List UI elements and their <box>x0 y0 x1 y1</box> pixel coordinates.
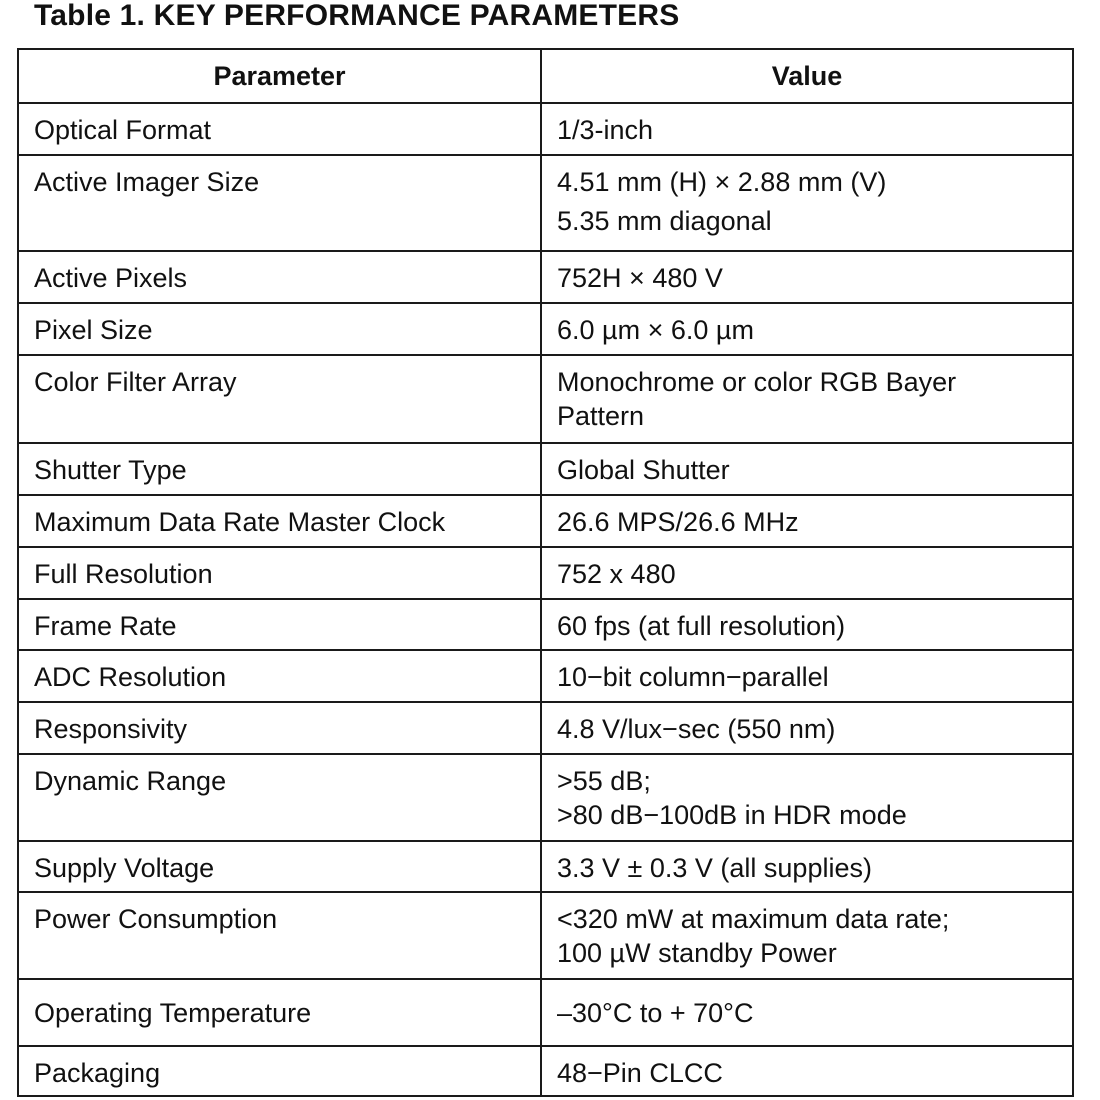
column-header-value: Value <box>541 49 1073 103</box>
parameter-name: Color Filter Array <box>34 367 237 397</box>
parameter-name: Optical Format <box>34 115 212 145</box>
column-header-parameter: Parameter <box>18 49 541 103</box>
table-header-row <box>18 49 1073 103</box>
table-row <box>18 1046 1073 1096</box>
table-row <box>18 702 1073 754</box>
parameter-cell <box>18 650 541 702</box>
parameter-value-line2: 5.35 mm diagonal <box>557 206 772 236</box>
parameter-value: –30°C to + 70°C <box>557 998 754 1028</box>
table-row <box>18 547 1073 599</box>
table-row <box>18 599 1073 650</box>
value-cell <box>541 702 1073 754</box>
parameter-name: Full Resolution <box>34 559 213 589</box>
parameter-value: 26.6 MPS/26.6 MHz <box>557 507 799 537</box>
value-cell <box>541 892 1073 979</box>
parameter-name: ADC Resolution <box>34 662 227 692</box>
parameter-value: Global Shutter <box>557 455 730 485</box>
table-row <box>18 754 1073 841</box>
value-cell <box>541 495 1073 547</box>
parameter-cell <box>18 702 541 754</box>
parameter-value: <320 mW at maximum data rate; <box>557 904 950 934</box>
table-row <box>18 251 1073 303</box>
value-cell <box>541 979 1073 1046</box>
value-cell <box>541 155 1073 251</box>
parameter-name: Supply Voltage <box>34 853 215 883</box>
table-row <box>18 650 1073 702</box>
parameter-value: 1/3-inch <box>557 115 654 145</box>
table-row <box>18 979 1073 1046</box>
table-row <box>18 841 1073 892</box>
parameter-value: 6.0 µm × 6.0 µm <box>557 315 754 345</box>
parameter-cell <box>18 547 541 599</box>
value-cell <box>541 841 1073 892</box>
parameter-name: Packaging <box>34 1058 161 1088</box>
parameter-cell <box>18 1046 541 1096</box>
parameter-cell <box>18 443 541 495</box>
parameter-name: Maximum Data Rate Master Clock <box>34 507 446 537</box>
parameter-value: 3.3 V ± 0.3 V (all supplies) <box>557 853 872 883</box>
value-cell <box>541 103 1073 155</box>
parameter-name: Dynamic Range <box>34 766 227 796</box>
parameter-cell <box>18 355 541 443</box>
parameter-value: Monochrome or color RGB Bayer <box>557 367 957 397</box>
value-cell <box>541 599 1073 650</box>
value-cell <box>541 754 1073 841</box>
parameter-name: Active Pixels <box>34 263 188 293</box>
table-row <box>18 443 1073 495</box>
parameter-value: 60 fps (at full resolution) <box>557 611 846 641</box>
parameter-cell <box>18 892 541 979</box>
table-row <box>18 303 1073 355</box>
parameter-value: 752H × 480 V <box>557 263 723 293</box>
parameter-cell <box>18 495 541 547</box>
value-cell <box>541 650 1073 702</box>
value-cell <box>541 443 1073 495</box>
parameter-name: Active Imager Size <box>34 167 260 197</box>
value-cell <box>541 547 1073 599</box>
parameter-name: Shutter Type <box>34 455 187 485</box>
value-cell <box>541 1046 1073 1096</box>
key-parameters-table <box>17 48 1074 1097</box>
table-row <box>18 103 1073 155</box>
parameter-value-line2: >80 dB−100dB in HDR mode <box>557 800 907 830</box>
parameter-cell <box>18 599 541 650</box>
parameter-cell <box>18 303 541 355</box>
parameter-name: Frame Rate <box>34 611 177 641</box>
parameter-value: 10−bit column−parallel <box>557 662 829 692</box>
table-title: Table 1. KEY PERFORMANCE PARAMETERS <box>34 0 680 32</box>
parameter-value: 48−Pin CLCC <box>557 1058 723 1088</box>
value-cell <box>541 303 1073 355</box>
parameter-cell <box>18 251 541 303</box>
table-row <box>18 155 1073 251</box>
parameter-value: >55 dB; <box>557 766 651 796</box>
value-cell <box>541 355 1073 443</box>
parameter-value: 752 x 480 <box>557 559 676 589</box>
table-row <box>18 495 1073 547</box>
table-row <box>18 892 1073 979</box>
parameter-cell <box>18 103 541 155</box>
parameter-cell <box>18 155 541 251</box>
parameter-name: Operating Temperature <box>34 998 312 1028</box>
parameter-name: Power Consumption <box>34 904 278 934</box>
parameter-value: 4.51 mm (H) × 2.88 mm (V) <box>557 167 887 197</box>
parameter-value-line2: 100 µW standby Power <box>557 938 837 968</box>
parameter-cell <box>18 841 541 892</box>
parameter-value: 4.8 V/lux−sec (550 nm) <box>557 714 836 744</box>
parameter-name: Pixel Size <box>34 315 153 345</box>
parameter-name: Responsivity <box>34 714 188 744</box>
parameter-cell <box>18 754 541 841</box>
value-cell <box>541 251 1073 303</box>
parameter-value-line2: Pattern <box>557 401 645 431</box>
table-row <box>18 355 1073 443</box>
parameter-cell <box>18 979 541 1046</box>
